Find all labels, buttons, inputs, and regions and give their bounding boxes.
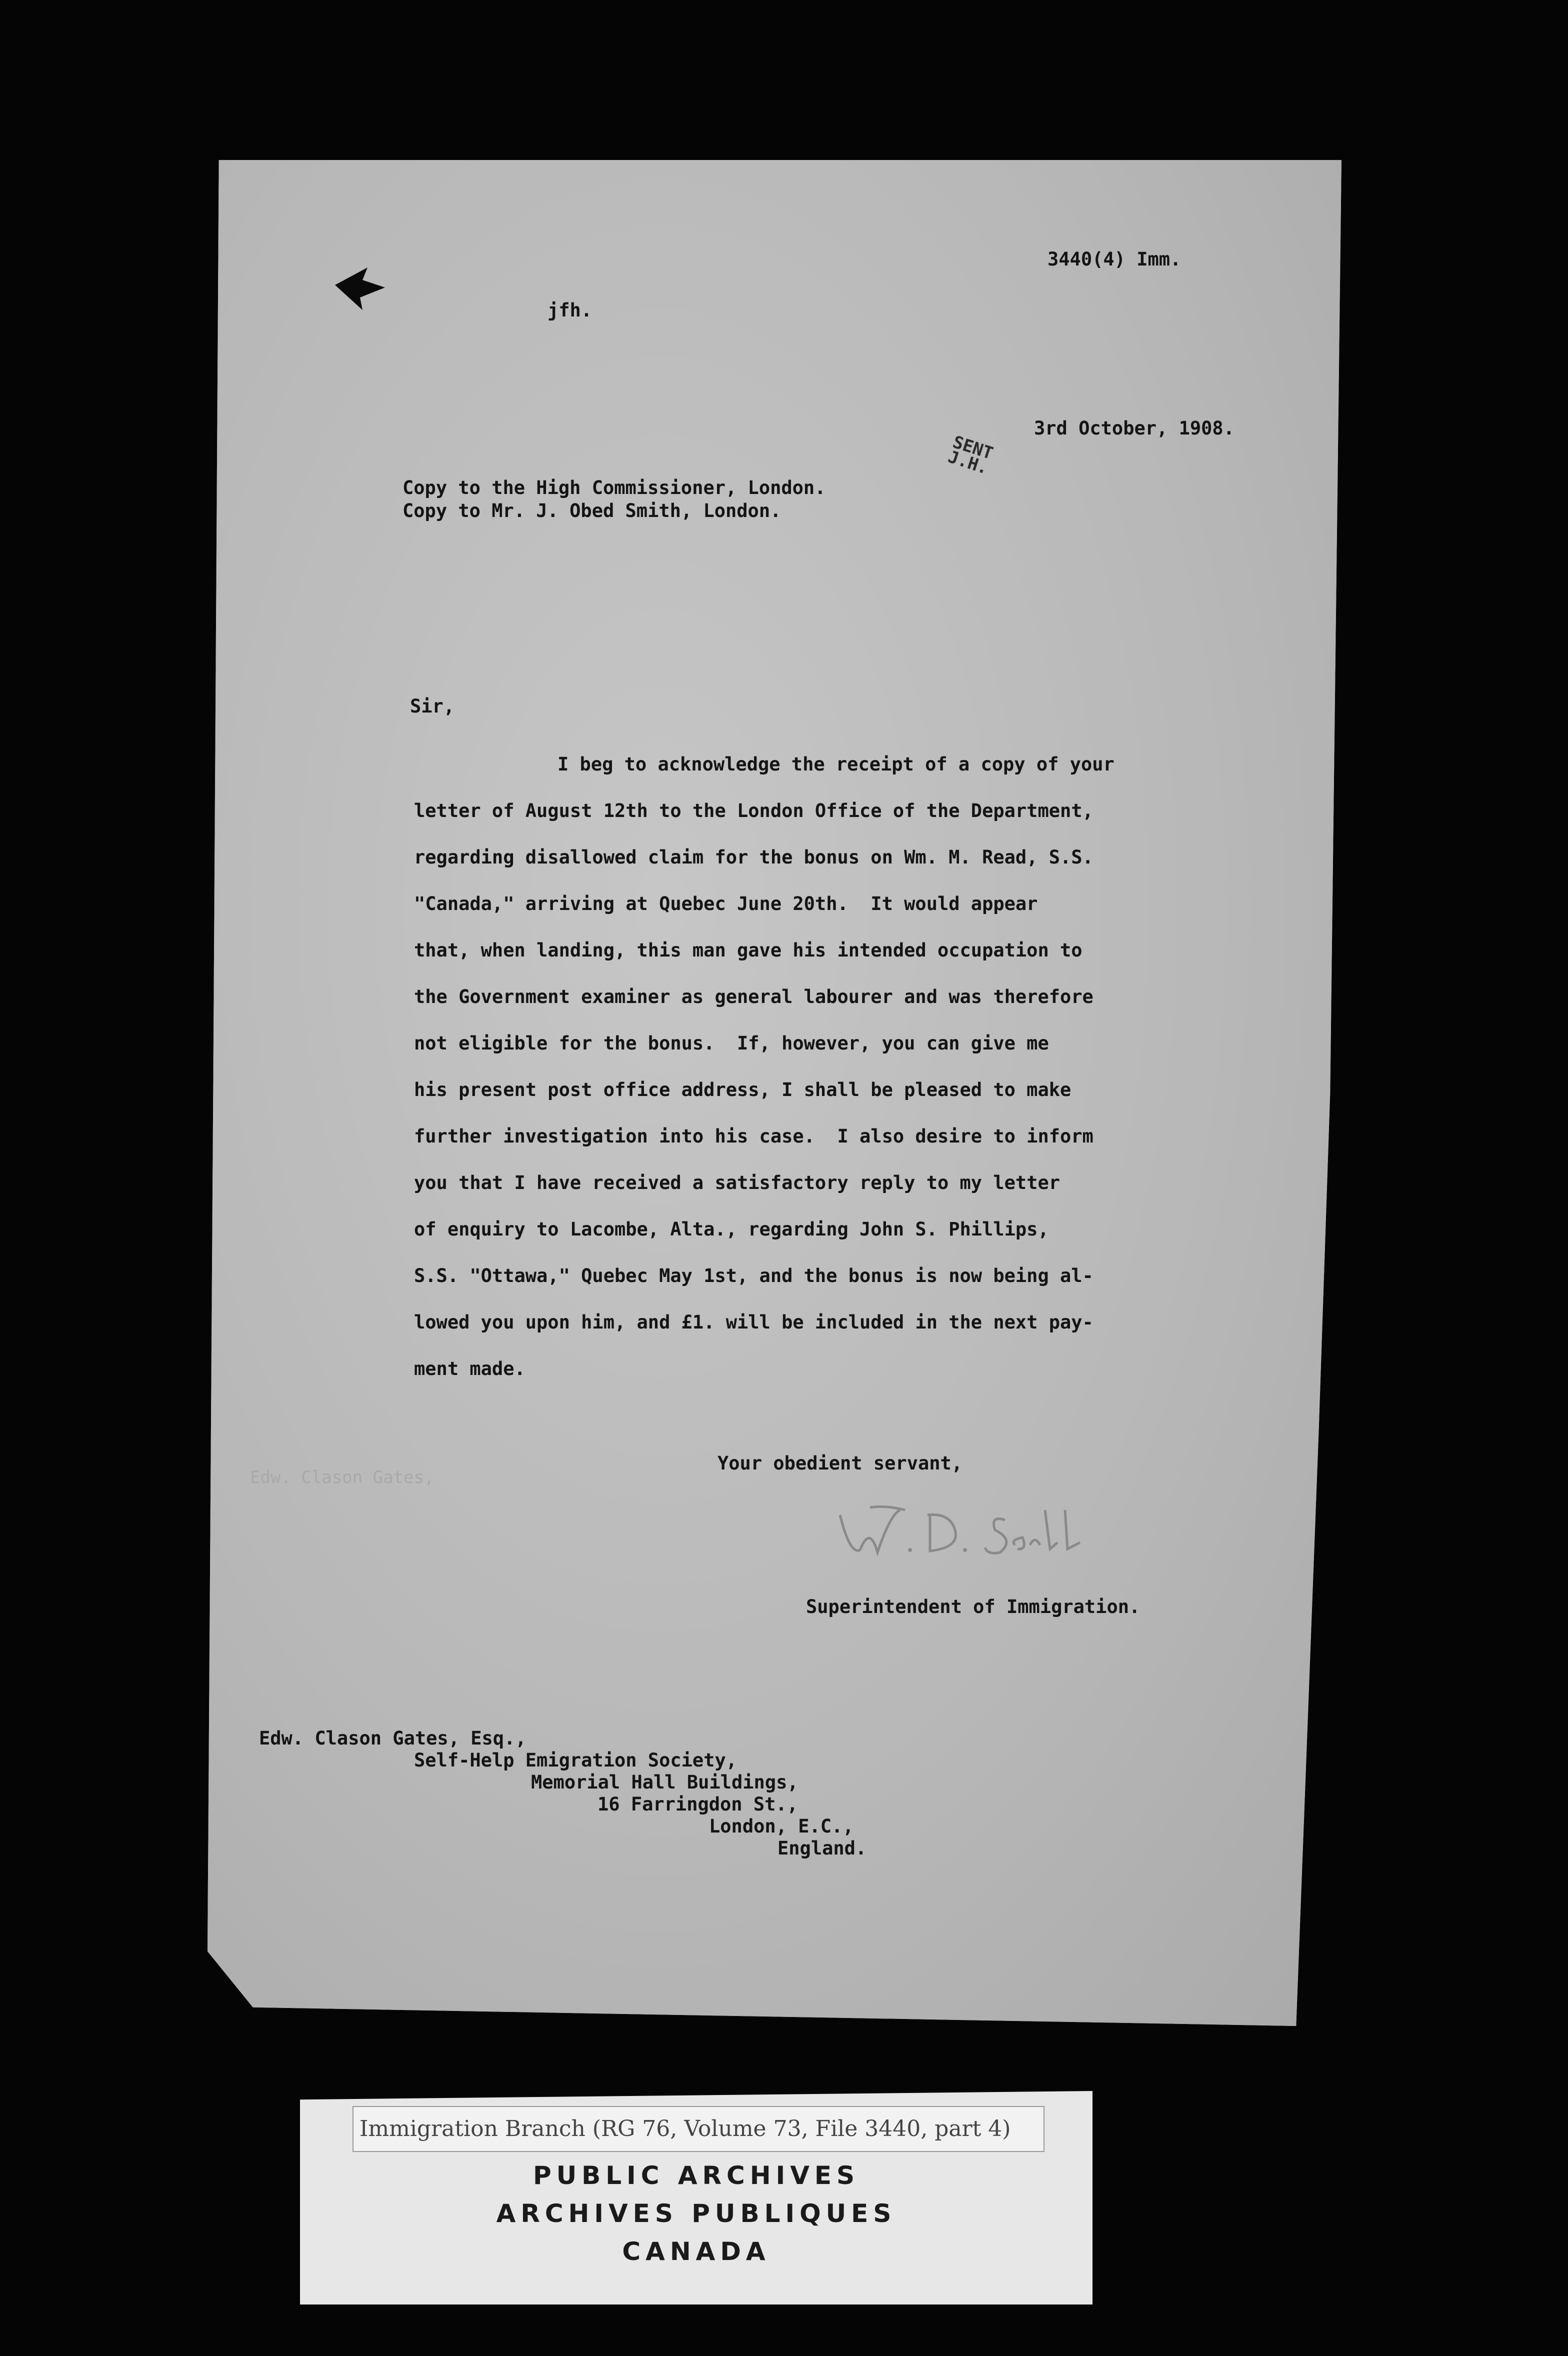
typist-initials: jfh. [548, 300, 592, 321]
body-line: lowed you upon him, and £1. will be included in the next pay- [414, 1312, 1094, 1333]
address-line: Memorial Hall Buildings, [531, 1772, 798, 1793]
closing: Your obedient servant, [718, 1452, 963, 1474]
arrow-mark [332, 262, 388, 312]
archive-reference-strip [352, 2106, 1044, 2152]
signature [830, 1495, 1110, 1570]
body-line: ment made. [414, 1358, 526, 1380]
address-line: England. [778, 1838, 867, 1859]
sent-stamp: SENT J.H. [946, 432, 996, 478]
address-line: Self-Help Emigration Society, [414, 1750, 738, 1771]
body-line: "Canada," arriving at Quebec June 20th. It would appear [414, 893, 1038, 914]
body-line: I beg to acknowledge the receipt of a copy of your [558, 754, 1114, 775]
address-line: London, E.C., [709, 1816, 854, 1837]
salutation: Sir, [410, 696, 455, 717]
address-line: 16 Farringdon St., [598, 1794, 798, 1815]
body-line: letter of August 12th to the London Office of the Department, [414, 800, 1094, 822]
body-line: his present post office address, I shall be pleased to make [414, 1079, 1072, 1100]
faint-erased-text: Edw. Clason Gates, [250, 1468, 434, 1488]
letter-date: 3rd October, 1908. [1034, 418, 1234, 439]
body-line: that, when landing, this man gave his intended occupation to [414, 940, 1082, 961]
body-line: S.S. "Ottawa," Quebec May 1st, and the bonus is now being al- [414, 1265, 1094, 1286]
body-line: not eligible for the bonus. If, however, you can give me [414, 1032, 1049, 1054]
body-line: you that I have received a satisfactory reply to my letter [414, 1172, 1060, 1194]
body-line: regarding disallowed claim for the bonus on Wm. M. Read, S.S. [414, 846, 1094, 868]
body-line: of enquiry to Lacombe, Alta., regarding John S. Phillips, [414, 1218, 1049, 1240]
archive-line-1: PUBLIC ARCHIVES [532, 2161, 860, 2190]
signatory-title: Superintendent of Immigration. [806, 1596, 1140, 1618]
body-line: the Government examiner as general labourer and was therefore [414, 986, 1094, 1008]
body-line: further investigation into his case. I also desire to inform [414, 1126, 1094, 1147]
archive-line-2: ARCHIVES PUBLIQUES [496, 2199, 896, 2228]
address-line: Edw. Clason Gates, Esq., [259, 1728, 526, 1749]
copy-line-2: Copy to Mr. J. Obed Smith, London. [402, 500, 782, 522]
archive-line-3: CANADA [622, 2237, 770, 2266]
file-reference: 3440(4) Imm. [1048, 248, 1182, 270]
copy-line-1: Copy to the High Commissioner, London. [402, 477, 826, 498]
archive-reference: Immigration Branch (RG 76, Volume 73, File 3440, part 4) [360, 2116, 1011, 2142]
